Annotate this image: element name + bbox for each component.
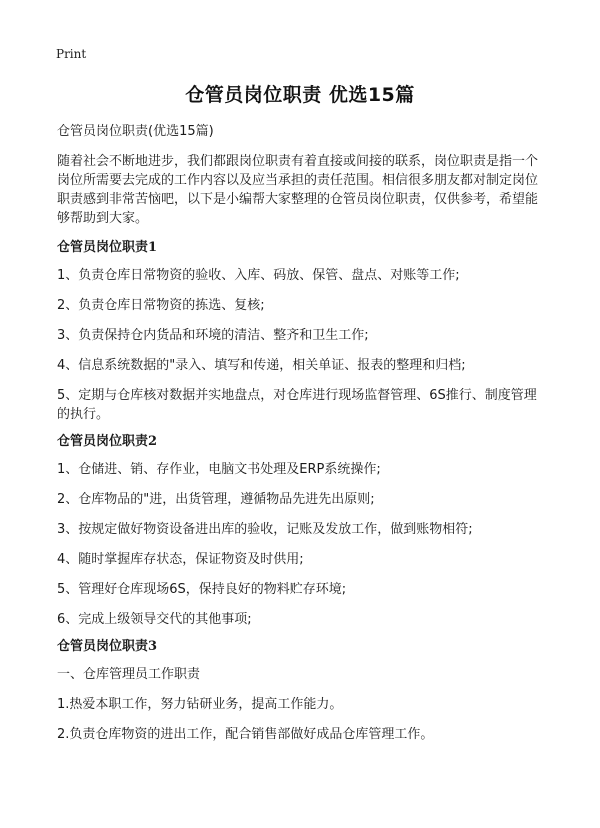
- section-heading: 仓管员岗位职责1: [57, 240, 158, 255]
- list-item: 1、仓储进、销、存作业，电脑文书处理及ERP系统操作;: [57, 462, 381, 477]
- list-item: 1.热爱本职工作，努力钻研业务，提高工作能力。: [57, 697, 343, 712]
- list-item: 6、完成上级领导交代的其他事项;: [57, 612, 252, 627]
- list-item: 3、负责保持仓内货品和环境的清洁、整齐和卫生工作;: [57, 328, 369, 343]
- section-2: [57, 432, 547, 629]
- list-item: 2、负责仓库日常物资的拣选、复核;: [57, 298, 265, 313]
- list-item: 4、信息系统数据的"录入、填写和传递，相关单证、报表的整理和归档;: [57, 358, 466, 373]
- print-label: Print: [56, 47, 87, 61]
- document-body: [57, 122, 547, 755]
- list-item: 1、负责仓库日常物资的验收、入库、码放、保管、盘点、对账等工作;: [57, 268, 460, 283]
- list-item: 4、随时掌握库存状态，保证物资及时供用;: [57, 552, 304, 567]
- document-subtitle: 仓管员岗位职责(优选15篇): [57, 124, 214, 139]
- list-item: 一、仓库管理员工作职责: [57, 667, 201, 682]
- section-heading: 仓管员岗位职责2: [57, 434, 158, 449]
- list-item: 2、仓库物品的"进，出货管理，遵循物品先进先出原则;: [57, 492, 375, 507]
- section-heading: 仓管员岗位职责3: [57, 639, 158, 654]
- section-1: [57, 238, 547, 424]
- list-item: 2.负责仓库物资的进出工作，配合销售部做好成品仓库管理工作。: [57, 727, 434, 742]
- section-3: [57, 637, 547, 744]
- list-item: 5、定期与仓库核对数据并实地盘点，对仓库进行现场监督管理、6S推行、制度管理的执行。: [57, 388, 537, 422]
- list-item: 5、管理好仓库现场6S，保持良好的物料贮存环境;: [57, 582, 347, 597]
- document-title: 仓管员岗位职责 优选15篇: [185, 84, 415, 106]
- list-item: 3、按规定做好物资设备进出库的验收，记账及发放工作，做到账物相符;: [57, 522, 473, 537]
- intro-paragraph: 随着社会不断地进步，我们都跟岗位职责有着直接或间接的联系，岗位职责是指一个岗位所需要去完成的工作内容以及应当承担的责任范围。相信很多朋友都对制定岗位职责感到非常苦恼吧，以下是小编帮大家整理的仓管员岗位职责，仅供参考，希望能够帮助到大家。: [57, 154, 539, 226]
